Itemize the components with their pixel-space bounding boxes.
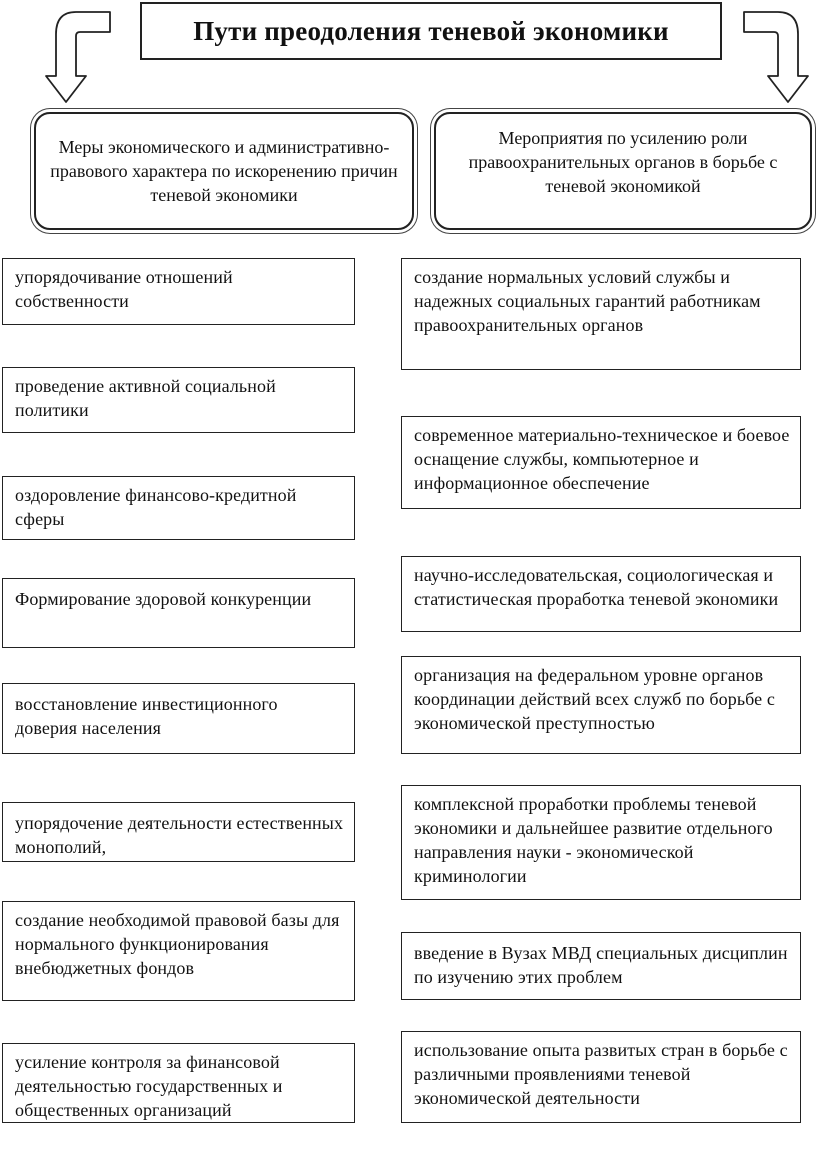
right-curved-arrow-icon	[738, 8, 814, 106]
right-item-technical-equipment: современное материально-техническое и боевое оснащение службы, компьютерное и информационное обеспечение	[401, 416, 801, 509]
left-item-social-policy: проведение активной социальной политики	[2, 367, 355, 433]
diagram-title: Пути преодоления теневой экономики	[140, 2, 722, 60]
category-law-enforcement-measures-label: Мероприятия по усилению роли правоохранительных органов в борьбе с теневой экономикой	[468, 128, 778, 196]
right-item-foreign-experience: использование опыта развитых стран в борьбе с различными проявлениями теневой экономической деятельности	[401, 1031, 801, 1123]
left-item-natural-monopolies: упорядочение деятельности естественных монополий,	[2, 802, 355, 862]
right-item-federal-coordination: организация на федеральном уровне органов координации действий всех служб по борьбе с экономической преступностью	[401, 656, 801, 754]
category-law-enforcement-measures	[434, 112, 812, 230]
left-item-competition: Формирование здоровой конкуренции	[2, 578, 355, 648]
right-item-service-conditions: создание нормальных условий службы и надежных социальных гарантий работникам правоохранительных органов	[401, 258, 801, 370]
right-item-criminology: комплексной проработки проблемы теневой экономики и дальнейшее развитие отдельного направления науки - экономической криминологии	[401, 785, 801, 900]
left-item-investment-trust: восстановление инвестиционного доверия населения	[2, 683, 355, 754]
right-item-university-disciplines: введение в Вузах МВД специальных дисциплин по изучению этих проблем	[401, 932, 801, 1000]
left-item-financial-sphere: оздоровление финансово-кредитной сферы	[2, 476, 355, 540]
left-item-legal-base: создание необходимой правовой базы для нормального функционирования внебюджетных фондов	[2, 901, 355, 1001]
left-curved-arrow-icon	[40, 8, 116, 106]
category-economic-measures	[34, 112, 414, 230]
category-economic-measures-label: Меры экономического и административно-правового характера по искоренению причин теневой экономики	[50, 137, 398, 205]
right-item-research: научно-исследовательская, социологическая и статистическая проработка теневой экономики	[401, 556, 801, 632]
left-item-property-relations: упорядочивание отношений собственности	[2, 258, 355, 325]
left-item-financial-control: усиление контроля за финансовой деятельностью государственных и общественных организаций	[2, 1043, 355, 1123]
